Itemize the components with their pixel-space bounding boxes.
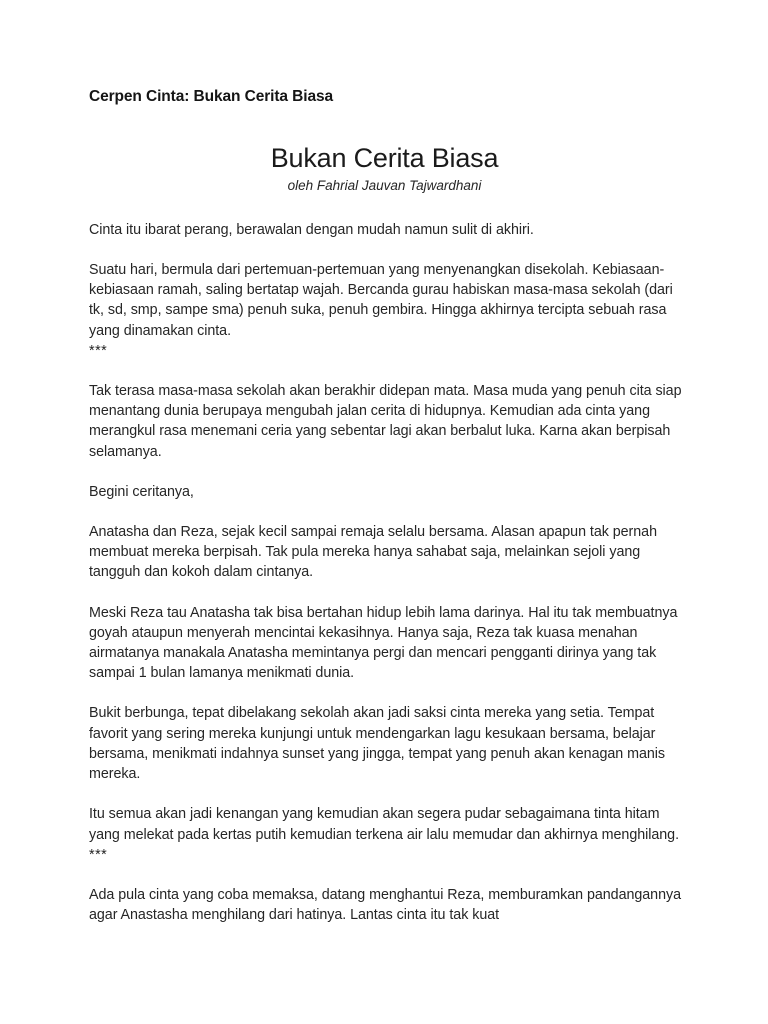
story-paragraph [89,260,689,361]
story-paragraph-text: Tak terasa masa-masa sekolah akan berakhir didepan mata. Masa muda yang penuh cita siap menantang dunia berupaya mengubah jalan cerita di hidupnya. Kemudian ada cinta yang merangkul rasa menemani ceria yang sebentar lagi akan berbalut luka. Karna akan berpisah selamanya. [89,383,682,460]
story-paragraph-text: Bukit berbunga, tepat dibelakang sekolah akan jadi saksi cinta mereka yang setia. Tempat favorit yang sering mereka kunjungi untuk mendengarkan lagu kesukaan bersama, belajar bersama, menikmati indahnya sunset yang jingga, tempat yang penuh akan kenagan manis mereka. [89,705,665,783]
story-paragraph [89,482,689,502]
section-divider: *** [89,846,108,863]
story-paragraph-text: Itu semua akan jadi kenangan yang kemudian akan segera pudar sebagaimana tinta hitam yang melekat pada kertas putih kemudian terkena air lalu memudar dan akhirnya menghilang. [89,806,680,843]
document-header-title: Cerpen Cinta: Bukan Cerita Biasa [89,88,334,105]
story-byline: oleh Fahrial Jauvan Tajwardhani [287,177,482,193]
story-paragraph-text: Meski Reza tau Anatasha tak bisa bertahan hidup lebih lama darinya. Hal itu tak membuatnya goyah ataupun menyerah mencintai kekasihnya. Hanya saja, Reza tak kuasa menahan airmatanya manakala Anatasha memintanya pergi dan mencari pengganti dirinya yang tak sampai 1 bulan lamanya menikmati dunia. [89,604,678,682]
story-paragraph-text: Cinta itu ibarat perang, berawalan dengan mudah namun sulit di akhiri. [89,221,534,238]
story-paragraph [89,381,689,462]
story-body [89,220,698,925]
story-paragraph [89,522,689,583]
story-paragraph-text: Anatasha dan Reza, sejak kecil sampai remaja selalu bersama. Alasan apapun tak pernah membuat mereka berpisah. Tak pula mereka hanya sahabat saja, melainkan sejoli yang tangguh dan kokoh dalam cintanya. [89,524,657,581]
story-paragraph-text: Suatu hari, bermula dari pertemuan-pertemuan yang menyenangkan disekolah. Kebiasaan-kebiasaan ramah, saling bertatap wajah. Bercanda gurau habiskan masa-masa sekolah (dari tk, sd, smp, sampe sma) penuh suka, penuh gembira. Hingga akhirnya tercipta sebuah rasa yang dinamakan cinta. [89,262,673,339]
story-paragraph [89,885,689,925]
story-paragraph-text: Ada pula cinta yang coba memaksa, datang menghantui Reza, memburamkan pandangannya agar Anastasha menghilang dari hatinya. Lantas cinta itu tak kuat [89,886,681,924]
story-paragraph-text: Begini ceritanya, [89,483,194,500]
section-divider: *** [89,342,108,359]
story-paragraph [89,220,689,240]
story-title: Bukan Cerita Biasa [270,142,499,173]
story-paragraph [89,603,689,684]
story-paragraph [89,703,689,784]
story-paragraph [89,804,689,865]
